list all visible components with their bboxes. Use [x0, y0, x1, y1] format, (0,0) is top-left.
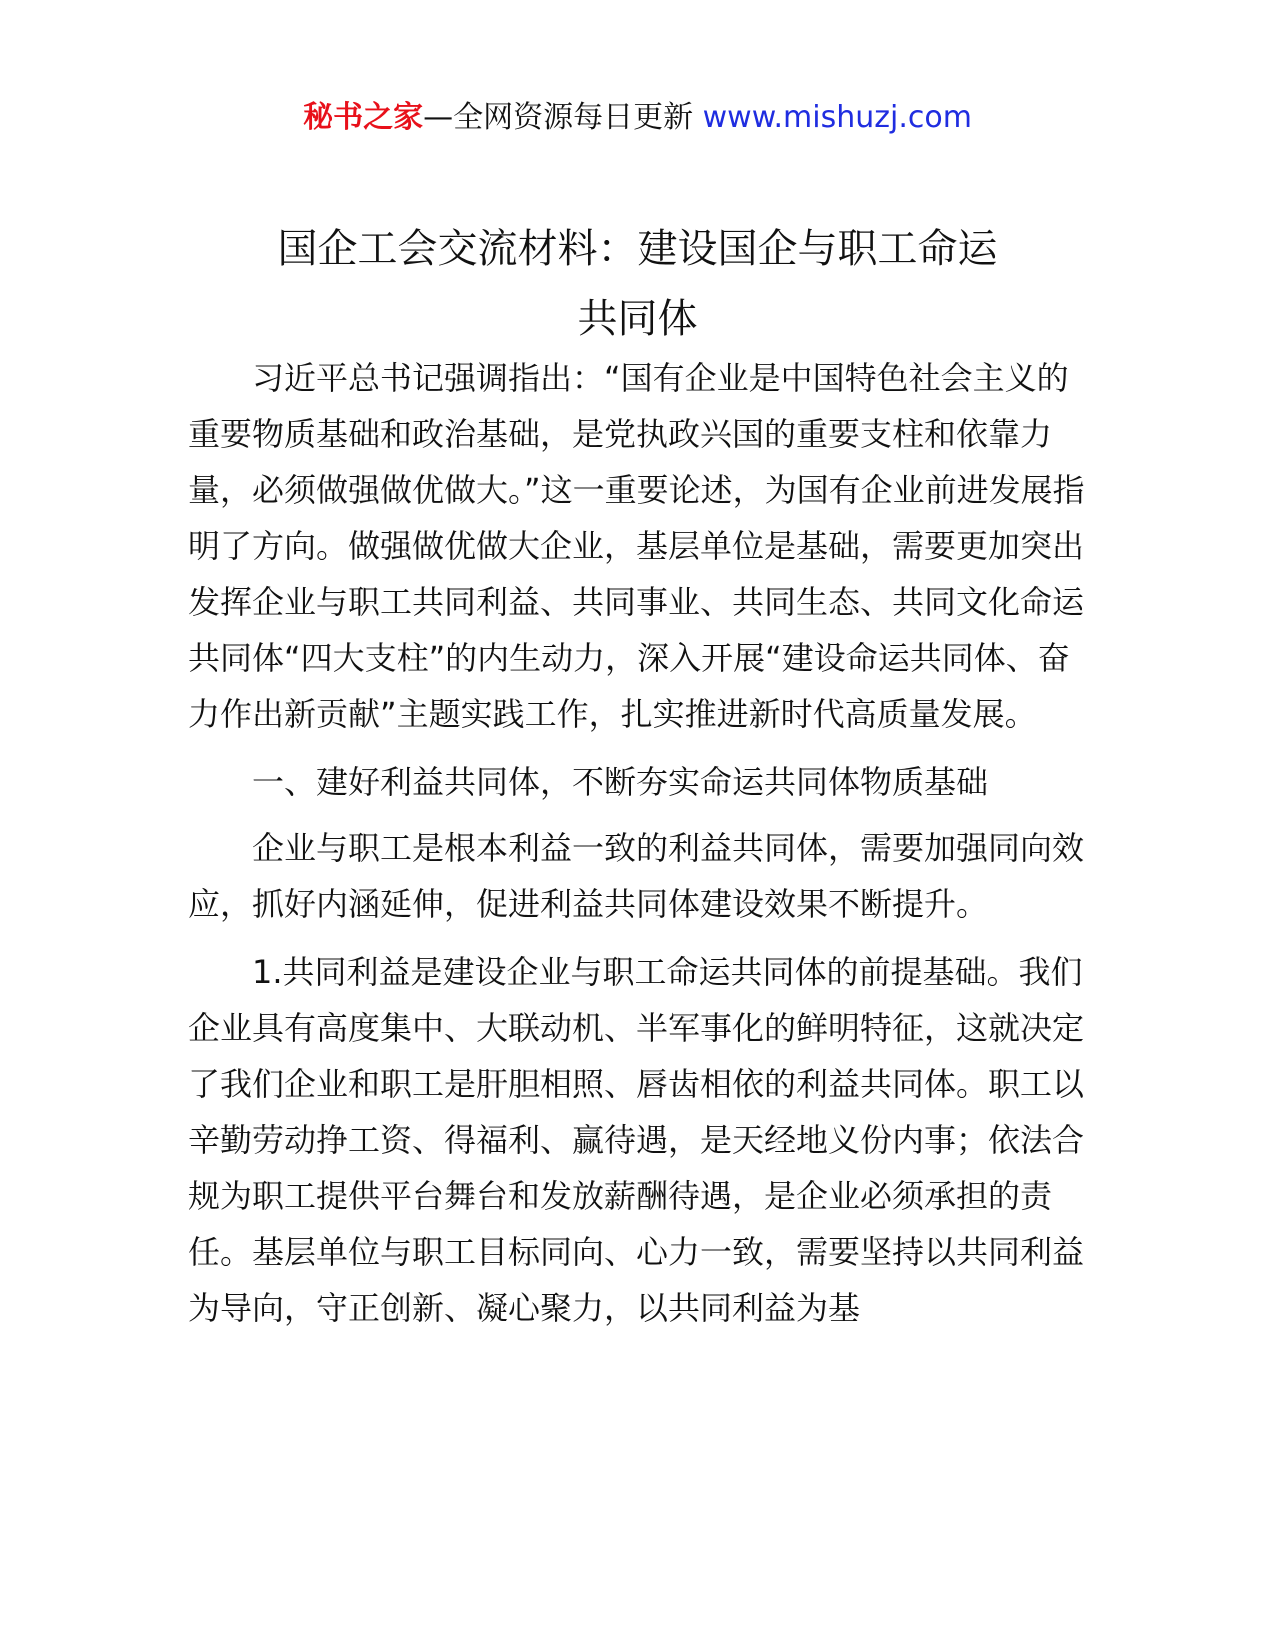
document-title	[180, 214, 1095, 354]
site-tagline: —全网资源每日更新	[423, 100, 694, 135]
section-intro-paragraph: 企业与职工是根本利益一致的利益共同体，需要加强同向效应，抓好内涵延伸，促进利益共同体建设效果不断提升。	[188, 829, 1085, 923]
title-line-1: 国企工会交流材料：建设国企与职工命运	[277, 226, 998, 272]
point-1-paragraph: 1.共同利益是建设企业与职工命运共同体的前提基础。我们企业具有高度集中、大联动机、半军事化的鲜明特征，这就决定了我们企业和职工是肝胆相照、唇齿相依的利益共同体。职工以辛勤劳动挣工资、得福利、赢待遇，是天经地义份内事；依法合规为职工提供平台舞台和发放薪酬待遇，是企业必须承担的责任。基层单位与职工目标同向、心力一致，需要坚持以共同利益为导向，守正创新、凝心聚力，以共同利益为基	[188, 953, 1085, 1327]
site-brand: 秘书之家	[303, 100, 424, 135]
site-header	[0, 96, 1275, 140]
section-heading: 一、建好利益共同体，不断夯实命运共同体物质基础	[252, 763, 989, 801]
site-url-link[interactable]: www.mishuzj.com	[702, 100, 972, 135]
title-line-2: 共同体	[577, 296, 698, 342]
document-body	[188, 350, 1088, 1348]
intro-paragraph: 习近平总书记强调指出：“国有企业是中国特色社会主义的重要物质基础和政治基础，是党执政兴国的重要支柱和依靠力量，必须做强做优做大。”这一重要论述，为国有企业前进发展指明了方向。做强做优做大企业，基层单位是基础，需要更加突出发挥企业与职工共同利益、共同事业、共同生态、共同文化命运共同体“四大支柱”的内生动力，深入开展“建设命运共同体、奋力作出新贡献”主题实践工作，扎实推进新时代高质量发展。	[188, 359, 1085, 733]
